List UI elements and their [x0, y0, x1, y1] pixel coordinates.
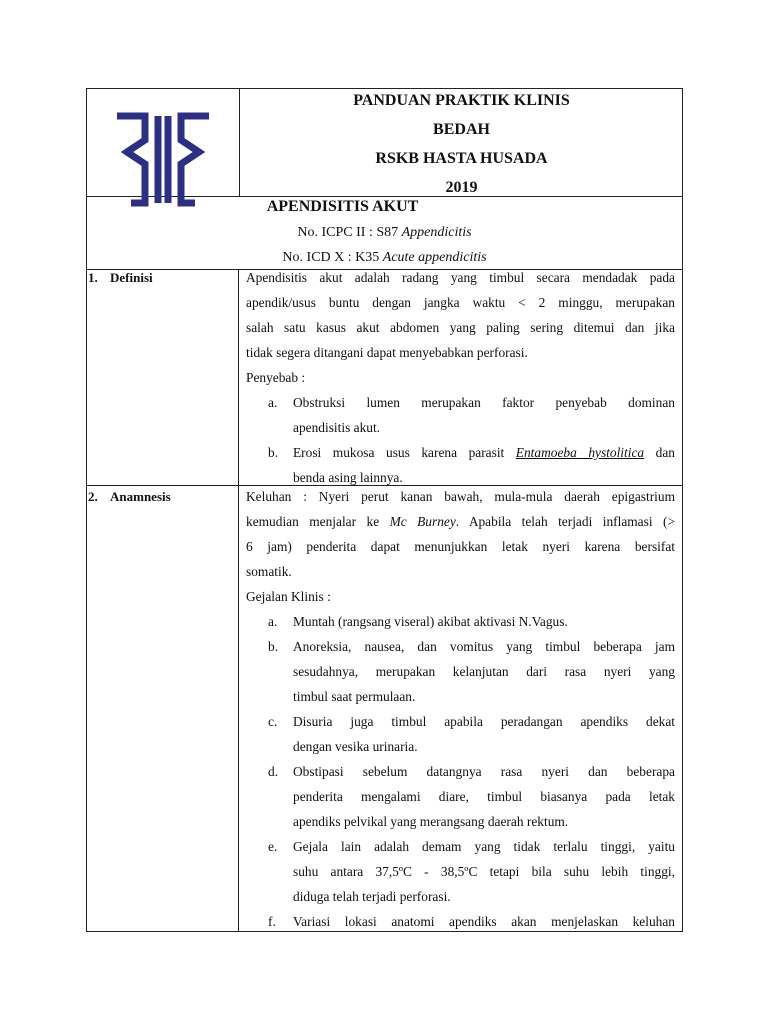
- section-label-anamnesis: [88, 489, 171, 505]
- text-line: timbul saat permulaan.: [293, 689, 416, 704]
- section-content-definisi: [246, 265, 675, 490]
- text-line: [293, 440, 675, 465]
- icd-term: Acute appendicitis: [382, 250, 487, 265]
- text-line: dengan vesika urinaria.: [293, 739, 418, 754]
- list-marker: c.: [268, 714, 278, 729]
- icd-prefix: No. ICD X : K35: [282, 250, 383, 265]
- text-line: salah satu kasus akut abdomen yang paling sering ditemui dan jika: [246, 320, 675, 335]
- text-line: suhu antara 37,5ºC - 38,5ºC tetapi bila suhu lebih tinggi,: [293, 864, 675, 879]
- list-item: [246, 609, 675, 634]
- section-number: 2.: [88, 489, 98, 504]
- icpc-code: [86, 225, 683, 241]
- text-line: benda asing lainnya.: [293, 470, 403, 485]
- text-line: Gejala lain adalah demam yang tidak terlalu tinggi, yaitu: [293, 839, 675, 854]
- list-marker: e.: [268, 839, 278, 854]
- topic-title: APENDISITIS AKUT: [266, 198, 419, 215]
- list-marker: d.: [268, 764, 279, 779]
- icd-code: [86, 250, 683, 266]
- text-line: Variasi lokasi anatomi apendiks akan menjelaskan keluhan: [293, 914, 675, 929]
- header-titles: [240, 88, 683, 205]
- icpc-prefix: No. ICPC II : S87: [297, 225, 402, 240]
- list-item: [246, 759, 675, 834]
- text-line: diduga telah terjadi perforasi.: [293, 889, 451, 904]
- text-line: 6 jam) penderita dapat menunjukkan letak nyeri karena bersifat: [246, 539, 675, 554]
- text-line: [246, 509, 675, 534]
- list-item: [246, 909, 675, 934]
- list-item: [246, 709, 675, 759]
- icpc-term: Appendicitis: [401, 225, 472, 240]
- text-line: apendiks pelvikal yang merangsang daerah rektum.: [293, 814, 569, 829]
- text-line: apendisitis akut.: [293, 420, 381, 435]
- text-span: dan: [644, 445, 675, 460]
- list-item: [246, 390, 675, 440]
- list-item: [246, 440, 675, 490]
- text-line: somatik.: [246, 564, 292, 579]
- list-marker: f.: [268, 914, 276, 929]
- list-marker: b.: [268, 639, 279, 654]
- label-column-divider: [238, 269, 239, 932]
- text-line: apendik/usus buntu dengan jangka waktu < 2 minggu, merupakan: [246, 295, 675, 310]
- header-title-line: BEDAH: [433, 121, 490, 138]
- text-line: Apendisitis akut adalah radang yang timbul secara mendadak pada: [246, 270, 675, 285]
- text-span: kemudian menjalar ke: [246, 514, 390, 529]
- header-title-line: PANDUAN PRAKTIK KLINIS: [353, 92, 570, 109]
- list-item: [246, 834, 675, 909]
- section-content-anamnesis: [246, 484, 675, 934]
- text-span: Erosi mukosa usus karena parasit: [293, 445, 516, 460]
- section-label-definisi: [88, 270, 153, 286]
- list-marker: a.: [268, 395, 278, 410]
- rskb-hasta-husada-logo: [113, 112, 213, 207]
- header-title-line: 2019: [445, 179, 478, 196]
- text-line: sesudahnya, merupakan kelanjutan dari rasa nyeri yang: [293, 664, 675, 679]
- text-line: Disuria juga timbul apabila peradangan apendiks dekat: [293, 714, 675, 729]
- text-line: Obstruksi lumen merupakan faktor penyebab dominan: [293, 395, 675, 410]
- text-span: . Apabila telah terjadi inflamasi (>: [455, 514, 675, 529]
- section-title: Definisi: [110, 270, 153, 285]
- text-line: Obstipasi sebelum datangnya rasa nyeri dan beberapa: [293, 764, 675, 779]
- cause-heading: Penyebab :: [246, 370, 306, 385]
- section-number: 1.: [88, 270, 98, 285]
- list-item: [246, 634, 675, 709]
- text-line: Keluhan : Nyeri perut kanan bawah, mula-mula daerah epigastrium: [246, 489, 675, 504]
- header-title-line: RSKB HASTA HUSADA: [375, 150, 548, 167]
- mc-burney-term: Mc Burney: [389, 514, 456, 529]
- parasite-name: Entamoeba hystolitica: [515, 445, 645, 460]
- text-line: Anoreksia, nausea, dan vomitus yang timbul beberapa jam: [293, 639, 675, 654]
- list-marker: a.: [268, 614, 278, 629]
- text-line: penderita mengalami diare, timbul biasanya pada letak: [293, 789, 675, 804]
- text-line: tidak segera ditangani dapat menyebabkan perforasi.: [246, 345, 528, 360]
- text-line: Muntah (rangsang viseral) akibat aktivasi N.Vagus.: [293, 614, 568, 629]
- section-title: Anamnesis: [110, 489, 171, 504]
- list-marker: b.: [268, 445, 279, 460]
- symptoms-heading: Gejalan Klinis :: [246, 589, 331, 604]
